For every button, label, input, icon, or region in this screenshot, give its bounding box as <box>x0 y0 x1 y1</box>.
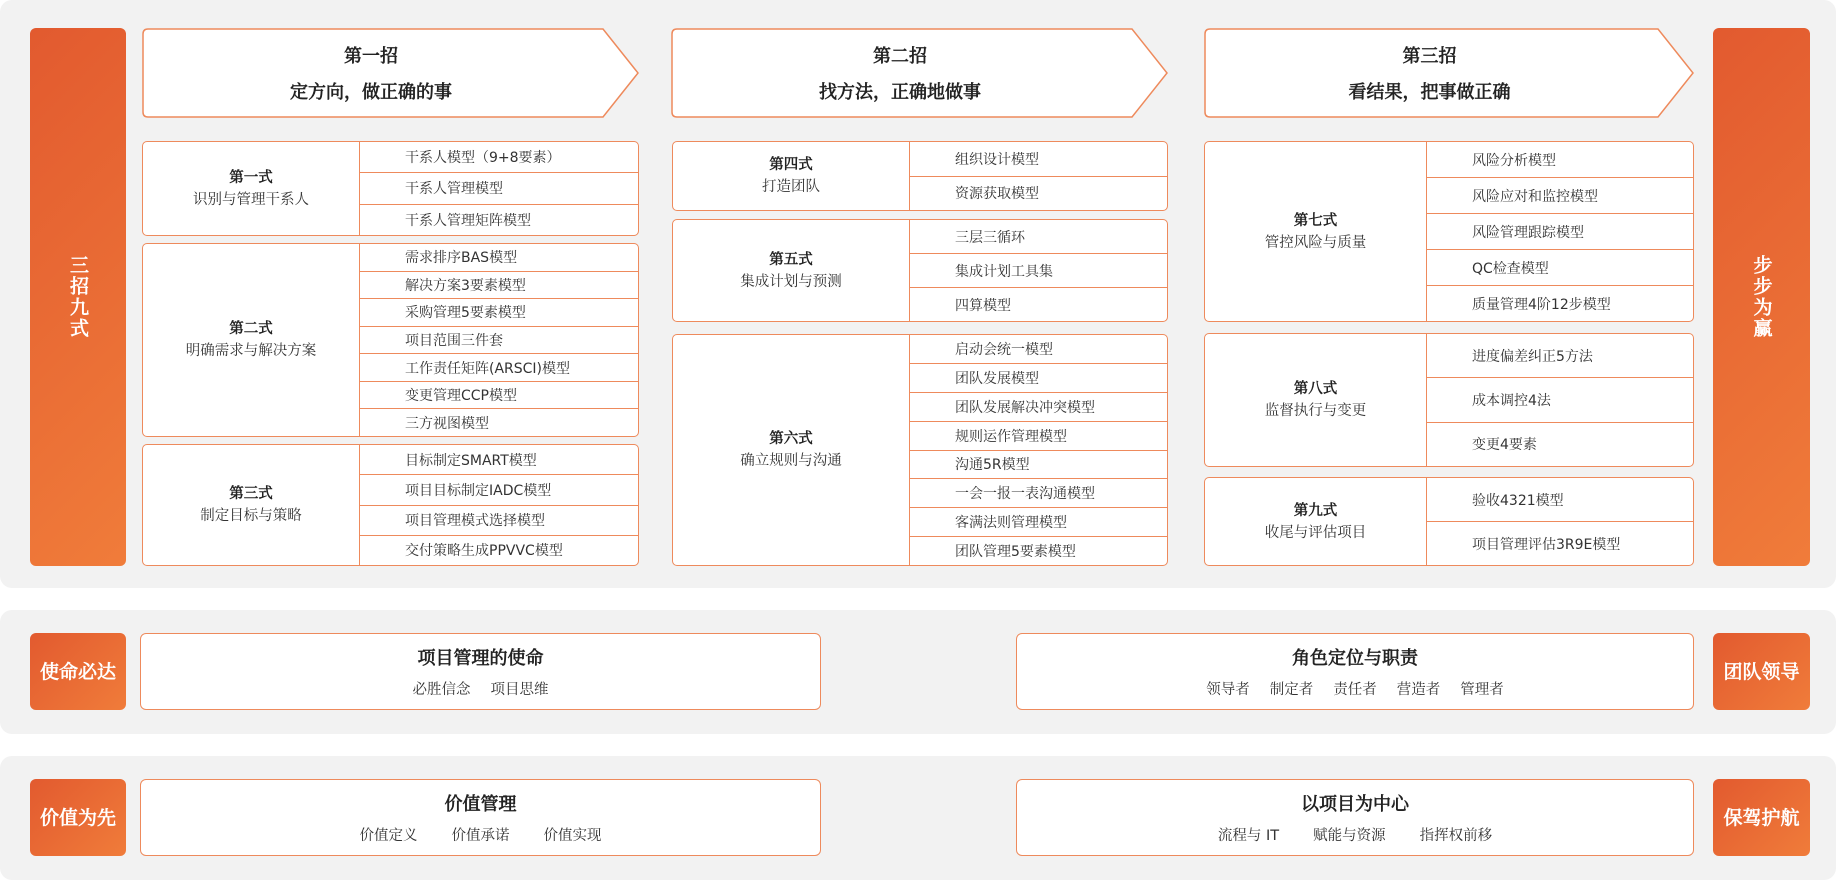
form-subtitle: 明确需求与解决方案 <box>185 343 317 359</box>
form-title: 第五式 <box>769 251 813 268</box>
model-item: 项目范围三件套 <box>360 327 638 355</box>
form-label <box>1205 334 1427 466</box>
model-item: 团队管理5要素模型 <box>955 544 1076 561</box>
tag: 必胜信念 <box>412 682 471 698</box>
form-title: 第四式 <box>769 157 813 173</box>
model-item: 资源获取模型 <box>955 186 1039 203</box>
stage-title: 第三招 <box>1402 46 1457 67</box>
form-subtitle: 管控风险与质量 <box>1264 234 1367 251</box>
tag: 流程与 IT <box>1217 828 1280 844</box>
model-item: 规则运作管理模型 <box>910 422 1167 451</box>
tag: 责任者 <box>1333 682 1377 698</box>
model-item: 项目目标制定IADC模型 <box>360 475 638 505</box>
form-box-8 <box>1204 333 1694 467</box>
form-label <box>143 142 360 235</box>
form-title: 第九式 <box>1293 502 1338 519</box>
form-box-3 <box>142 444 639 566</box>
form-box-4 <box>672 141 1168 211</box>
stage-title: 第一招 <box>344 46 398 67</box>
form-label <box>1205 478 1427 565</box>
right-side-label: 步步为赢 <box>1713 28 1810 566</box>
form-title: 第三式 <box>229 486 273 502</box>
mission-side-label: 使命必达 <box>30 633 126 710</box>
model-item: 变更管理CCP模型 <box>360 382 638 410</box>
model-item: 交付策略生成PPVVC模型 <box>405 543 563 560</box>
model-item: 组织设计模型 <box>910 142 1167 177</box>
model-item: QC检查模型 <box>1427 250 1693 286</box>
role-tags <box>1206 678 1504 699</box>
model-item: 团队发展模型 <box>910 364 1167 393</box>
team-side-label: 团队领导 <box>1713 633 1810 710</box>
form-subtitle: 制定目标与策略 <box>200 508 302 524</box>
escort-side-label: 保驾护航 <box>1713 779 1810 856</box>
model-item: 沟通5R模型 <box>910 451 1167 480</box>
form-label <box>673 142 910 210</box>
tag: 项目思维 <box>490 682 549 698</box>
model-item: 集成计划工具集 <box>910 254 1167 288</box>
model-item: 干系人管理矩阵模型 <box>405 212 531 229</box>
tag: 制定者 <box>1269 682 1314 698</box>
role-box <box>1016 633 1694 710</box>
stage-title: 第二招 <box>873 46 927 67</box>
form-box-7 <box>1204 141 1694 322</box>
left-side-label: 三招九式 <box>30 28 126 566</box>
model-item: 干系人模型（9+8要素） <box>360 142 638 173</box>
tag: 管理者 <box>1460 682 1504 698</box>
form-subtitle: 确立规则与沟通 <box>740 453 842 469</box>
stage-subtitle: 定方向，做正确的事 <box>290 82 452 103</box>
stage-arrow-2 <box>671 28 1169 118</box>
model-item: 风险分析模型 <box>1427 142 1693 178</box>
mission-title: 项目管理的使命 <box>417 648 544 669</box>
tag: 价值定义 <box>359 828 418 844</box>
form-subtitle: 集成计划与预测 <box>740 273 842 290</box>
model-item: 验收4321模型 <box>1427 478 1693 522</box>
form-label <box>1205 142 1427 321</box>
model-item: 项目管理评估3R9E模型 <box>1472 536 1621 553</box>
form-title: 第六式 <box>769 431 813 447</box>
model-item: 采购管理5要素模型 <box>360 299 638 327</box>
model-item: 三层三循环 <box>910 220 1167 254</box>
model-item: 需求排序BAS模型 <box>360 244 638 272</box>
form-label <box>143 244 360 436</box>
model-item: 项目管理模式选择模型 <box>360 506 638 536</box>
model-item: 干系人管理模型 <box>360 173 638 204</box>
form-subtitle: 识别与管理干系人 <box>193 191 309 208</box>
form-box-1 <box>142 141 639 236</box>
tag: 营造者 <box>1396 682 1441 698</box>
model-item: 三方视图模型 <box>405 415 489 432</box>
form-title: 第八式 <box>1293 381 1338 397</box>
form-box-5 <box>672 219 1168 322</box>
value-tags <box>360 824 602 845</box>
tag: 价值实现 <box>543 828 602 844</box>
tag: 赋能与资源 <box>1313 828 1386 844</box>
model-item: 客满法则管理模型 <box>910 508 1167 537</box>
model-item: 目标制定SMART模型 <box>360 445 638 475</box>
role-title: 角色定位与职责 <box>1292 648 1418 669</box>
model-item: 团队发展解决冲突模型 <box>910 393 1167 422</box>
form-subtitle: 监督执行与变更 <box>1264 403 1367 419</box>
tag: 价值承诺 <box>451 828 510 844</box>
form-label <box>673 335 910 565</box>
mission-box <box>140 633 821 710</box>
project-center-box <box>1016 779 1694 856</box>
model-item: 风险管理跟踪模型 <box>1427 214 1693 250</box>
value-title: 价值管理 <box>444 794 517 815</box>
stage-arrow-3 <box>1204 28 1695 118</box>
form-box-2 <box>142 243 639 437</box>
stage-subtitle: 看结果，把事做正确 <box>1348 82 1511 103</box>
stage-arrow-1 <box>142 28 640 118</box>
mission-tags <box>413 678 549 699</box>
project-center-tags <box>1218 824 1492 845</box>
form-title: 第二式 <box>229 321 273 337</box>
form-title: 第七式 <box>1293 212 1338 229</box>
stage-subtitle: 找方法，正确地做事 <box>819 82 981 103</box>
model-item: 进度偏差纠正5方法 <box>1427 334 1693 378</box>
form-label <box>673 220 910 321</box>
form-title: 第一式 <box>229 169 273 186</box>
model-item: 变更4要素 <box>1472 437 1537 454</box>
model-item: 启动会统一模型 <box>910 335 1167 364</box>
form-subtitle: 打造团队 <box>762 179 820 195</box>
model-item: 成本调控4法 <box>1427 378 1693 422</box>
model-item: 风险应对和监控模型 <box>1427 178 1693 214</box>
model-item: 质量管理4阶12步模型 <box>1472 296 1611 313</box>
model-item: 四算模型 <box>955 297 1011 314</box>
project-center-title: 以项目为中心 <box>1301 794 1409 815</box>
value-side-label: 价值为先 <box>30 779 126 856</box>
tag: 指挥权前移 <box>1419 828 1493 844</box>
model-item: 一会一报一表沟通模型 <box>910 479 1167 508</box>
form-label <box>143 445 360 565</box>
tag: 领导者 <box>1206 682 1250 698</box>
form-subtitle: 收尾与评估项目 <box>1264 524 1367 541</box>
model-item: 工作责任矩阵(ARSCI)模型 <box>360 354 638 382</box>
model-item: 解决方案3要素模型 <box>360 272 638 300</box>
form-box-6 <box>672 334 1168 566</box>
form-box-9 <box>1204 477 1694 566</box>
value-box <box>140 779 821 856</box>
